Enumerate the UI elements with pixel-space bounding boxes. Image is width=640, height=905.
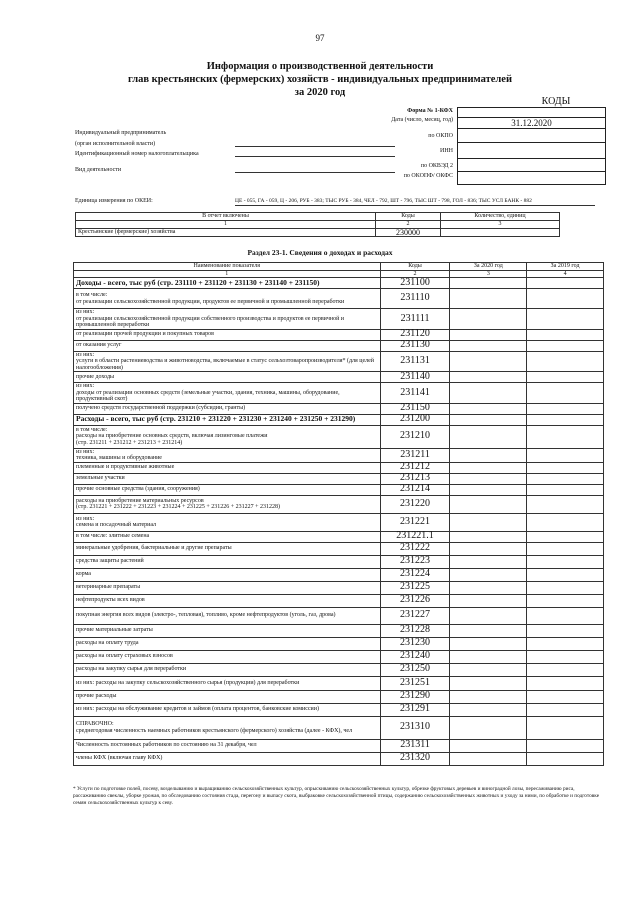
row-code: 231226: [380, 594, 450, 607]
row-code: 231211: [380, 448, 450, 462]
unit-values: ЦЕ - 055, ГА - 059, Ц - 206, РУБ - 383; ТЫС РУБ - 384, ЧЕЛ - 792, ШТ - 796, ТЫС ШТ - 798, ГОЛ - 836; ТЫС УСЛ БАНК - 882: [235, 198, 595, 206]
value-2020-cell[interactable]: [450, 531, 527, 542]
table-row: [74, 425, 604, 448]
value-2020-cell[interactable]: [450, 607, 527, 624]
row-code: 231110: [380, 289, 450, 309]
value-2020-cell[interactable]: [450, 414, 527, 425]
t1-num: 2: [376, 221, 441, 229]
okved-cell: [457, 158, 606, 171]
value-2020-cell[interactable]: [450, 484, 527, 495]
value-2020-cell[interactable]: [450, 383, 527, 404]
row-name: расходы на закупку сырья для переработки: [74, 663, 381, 676]
row-code: 231222: [380, 542, 450, 555]
t1-num: 1: [76, 221, 376, 229]
value-2019-cell[interactable]: [527, 703, 604, 716]
value-2020-cell[interactable]: [450, 690, 527, 703]
value-2020-cell[interactable]: [450, 663, 527, 676]
value-2020-cell[interactable]: [450, 448, 527, 462]
value-2019-cell[interactable]: [527, 351, 604, 372]
table-row: [74, 448, 604, 462]
table-row: [74, 581, 604, 594]
row-code: 231310: [380, 716, 450, 739]
value-2020-cell[interactable]: [450, 403, 527, 414]
entrepreneur-line: [235, 146, 395, 147]
row-name: расходы на оплату труда: [74, 637, 381, 650]
table-row: [74, 289, 604, 309]
table-row: [74, 462, 604, 473]
row-name: из них: техника, машины и оборудование: [74, 448, 381, 462]
row-code: 231320: [380, 752, 450, 765]
table-row: [74, 484, 604, 495]
okved-label: по ОКВЭД 2: [420, 163, 453, 169]
value-2019-cell[interactable]: [527, 624, 604, 637]
t2-header-2019: За 2019 год: [527, 263, 604, 271]
value-2020-cell[interactable]: [450, 624, 527, 637]
value-2019-cell[interactable]: [527, 462, 604, 473]
table-row: [74, 403, 604, 414]
value-2019-cell[interactable]: [527, 690, 604, 703]
row-code: 231210: [380, 425, 450, 448]
t1-header-count: Количество, единиц: [441, 213, 560, 221]
t1-num: 3: [441, 221, 560, 229]
table-row: [74, 594, 604, 607]
value-2019-cell[interactable]: [527, 752, 604, 765]
t1-header-codes: Коды: [376, 213, 441, 221]
value-2019-cell[interactable]: [527, 637, 604, 650]
t2-header-name: Наименование показателя: [74, 263, 381, 271]
value-2019-cell[interactable]: [527, 403, 604, 414]
t2-header-2020: За 2020 год: [450, 263, 527, 271]
row-name: из них: семена и посадочный материал: [74, 513, 381, 531]
inn-cell: [457, 142, 606, 158]
table-row: [74, 414, 604, 425]
value-2019-cell[interactable]: [527, 555, 604, 568]
inn-line: [235, 156, 395, 157]
footnote: * Услуги по подготовке полей, посеву, возделыванию и выращиванию сельскохозяйственных культур, опрыскиванию сельскохозяйственных культур, обрезке фруктовых деревьев и виноградной лозы, пересаживанию риса, рассаживанию свеклы, уборке урожая, по обследованию состояния стада, перегону и выпасу скота, выбраковке сельскохозяйственной птицы, содержанию сельскохозяйственных животных и уходу за ними, по обработке и подготовке семян сельскохозяйственных культур к севу.: [73, 786, 600, 806]
row-name: корма: [74, 568, 381, 581]
value-2019-cell[interactable]: [527, 650, 604, 663]
table-row: [74, 624, 604, 637]
t2-num: 1: [74, 270, 381, 278]
value-2019-cell[interactable]: [527, 594, 604, 607]
value-2020-cell[interactable]: [450, 473, 527, 484]
value-2019-cell[interactable]: [527, 513, 604, 531]
row-name: племенные и продуктивные животные: [74, 462, 381, 473]
row-name: покупная энергия всех видов (электро-, тепловая), топливо, кроме нефтепродуктов (уголь, газ, дрова): [74, 607, 381, 624]
value-2020-cell[interactable]: [450, 513, 527, 531]
table-row: [74, 650, 604, 663]
table-row: [74, 309, 604, 330]
row-name: Доходы - всего, тыс руб (стр. 231110 + 231120 + 231130 + 231140 + 231150): [74, 278, 381, 289]
row-code: 231200: [380, 414, 450, 425]
table-row: [74, 351, 604, 372]
row-code: 231140: [380, 372, 450, 383]
date-value: 31.12.2020: [457, 117, 606, 128]
report-includes-table: [75, 212, 560, 237]
table-row: [74, 607, 604, 624]
value-2020-cell[interactable]: [450, 309, 527, 330]
table-row: [74, 739, 604, 752]
row-code: 231212: [380, 462, 450, 473]
okopf-cell: [457, 171, 606, 185]
table-row: [74, 716, 604, 739]
value-2020-cell[interactable]: [450, 555, 527, 568]
row-code: 231131: [380, 351, 450, 372]
inn-description: Идентификационный номер налогоплательщика: [75, 151, 199, 157]
value-2019-cell[interactable]: [527, 448, 604, 462]
okopf-label: по ОКОПФ/ ОКФС: [403, 173, 453, 179]
value-2020-cell[interactable]: [450, 739, 527, 752]
row-name: средства защиты растений: [74, 555, 381, 568]
row-code: 231224: [380, 568, 450, 581]
row-name: в том числе: элитные семена: [74, 531, 381, 542]
title-line: за 2020 год: [294, 87, 346, 98]
row-code: 231240: [380, 650, 450, 663]
row-code: 231100: [380, 278, 450, 289]
row-code: 231251: [380, 676, 450, 690]
t1-row-name: Крестьянские (фермерские) хозяйства: [76, 229, 376, 237]
t2-num: 2: [380, 270, 450, 278]
table-row: [74, 676, 604, 690]
table-row: [74, 637, 604, 650]
row-code: 231130: [380, 340, 450, 351]
row-code: 231228: [380, 624, 450, 637]
row-name: ветеринарные препараты: [74, 581, 381, 594]
row-name: из них: расходы на закупку сельскохозяйственного сырья (продукции) для переработки: [74, 676, 381, 690]
row-name: расходы на оплату страховых взносов: [74, 650, 381, 663]
value-2020-cell[interactable]: [450, 637, 527, 650]
table-row: [74, 329, 604, 340]
value-2019-cell[interactable]: [527, 289, 604, 309]
row-name: в том числе: расходы на приобретение основных средств, включая лизинговые платежи (стр. 231211 + 231212 + 231213 + 231214): [74, 425, 381, 448]
row-name: СПРАВОЧНО: среднегодовая численность наемных работников крестьянского (фермерского) хозяйства (далее - КФХ), чел: [74, 716, 381, 739]
activity-line: [235, 172, 395, 173]
row-name: из них: доходы от реализации основных средств (земельные участки, здания, техника, машины, оборудование, продуктивный скот): [74, 383, 381, 404]
value-2020-cell[interactable]: [450, 329, 527, 340]
t1-row-code: 230000: [376, 229, 441, 237]
row-name: прочие материальные затраты: [74, 624, 381, 637]
title-line: глав крестьянских (фермерских) хозяйств - индивидуальных предпринимателей: [127, 74, 512, 85]
entrepreneur-label: Индивидуальный предприниматель: [75, 130, 167, 136]
t2-header-codes: Коды: [380, 263, 450, 271]
row-name: из них: услуги в области растениеводства и животноводства, включаемые в статус сельхозтоваропроизводителя* (для целей налогообложения): [74, 351, 381, 372]
value-2020-cell[interactable]: [450, 752, 527, 765]
value-2020-cell[interactable]: [450, 650, 527, 663]
row-name: в том числе: от реализации сельскохозяйственной продукции, продуктов ее первичной и промышленной переработки: [74, 289, 381, 309]
row-code: 231311: [380, 739, 450, 752]
value-2019-cell[interactable]: [527, 542, 604, 555]
value-2019-cell[interactable]: [527, 329, 604, 340]
value-2019-cell[interactable]: [527, 495, 604, 513]
row-name: минеральные удобрения, бактериальные и другие препараты: [74, 542, 381, 555]
table-row: [74, 372, 604, 383]
table-row: [74, 555, 604, 568]
row-name: прочие основные средства (здания, сооружения): [74, 484, 381, 495]
table-row: [74, 513, 604, 531]
value-2019-cell[interactable]: [527, 663, 604, 676]
value-2020-cell[interactable]: [450, 581, 527, 594]
row-name: прочие расходы: [74, 690, 381, 703]
value-2019-cell[interactable]: [527, 484, 604, 495]
form-label: Форма № 1-КФХ: [407, 108, 453, 114]
value-2020-cell[interactable]: [450, 676, 527, 690]
value-2019-cell[interactable]: [527, 568, 604, 581]
table-row: [74, 752, 604, 765]
value-2020-cell[interactable]: [450, 716, 527, 739]
value-2019-cell[interactable]: [527, 607, 604, 624]
t2-num: 4: [527, 270, 604, 278]
row-name: нефтепродукты всех видов: [74, 594, 381, 607]
table-row: [74, 703, 604, 716]
row-code: 231290: [380, 690, 450, 703]
okpo-label: по ОКПО: [428, 133, 453, 139]
value-2019-cell[interactable]: [527, 739, 604, 752]
page-number: 97: [315, 33, 325, 43]
value-2020-cell[interactable]: [450, 278, 527, 289]
table-row: [74, 278, 604, 289]
row-name: Расходы - всего, тыс руб (стр. 231210 + 231220 + 231230 + 231240 + 231250 + 231290): [74, 414, 381, 425]
value-2019-cell[interactable]: [527, 425, 604, 448]
title-line: Информация о производственной деятельности: [206, 61, 434, 72]
value-2020-cell[interactable]: [450, 372, 527, 383]
row-name: члены КФХ (включая главу КФХ): [74, 752, 381, 765]
value-2020-cell[interactable]: [450, 495, 527, 513]
value-2019-cell[interactable]: [527, 309, 604, 330]
row-code: 231227: [380, 607, 450, 624]
row-name: от оказания услуг: [74, 340, 381, 351]
row-code: 231221: [380, 513, 450, 531]
row-code: 231250: [380, 663, 450, 676]
value-2019-cell[interactable]: [527, 278, 604, 289]
row-name: прочие доходы: [74, 372, 381, 383]
row-code: 231291: [380, 703, 450, 716]
page-title: [120, 60, 520, 99]
t2-num: 3: [450, 270, 527, 278]
value-2019-cell[interactable]: [527, 414, 604, 425]
table-row: [74, 663, 604, 676]
row-code: 231221.1: [380, 531, 450, 542]
row-name: расходы на приобретение материальных ресурсов (стр. 231221 + 231222 + 231223 + 231224 + 231225 + 231226 + 231227 + 231228): [74, 495, 381, 513]
row-code: 231220: [380, 495, 450, 513]
value-2020-cell[interactable]: [450, 568, 527, 581]
value-2019-cell[interactable]: [527, 372, 604, 383]
table-row: [74, 383, 604, 404]
unit-label: Единица измерения по ОКЕИ:: [75, 198, 153, 204]
value-2019-cell[interactable]: [527, 531, 604, 542]
row-code: 231111: [380, 309, 450, 330]
inn-label: ИНН: [440, 148, 453, 154]
row-name: из них: расходы на обслуживание кредитов и займов (оплата процентов, банковские комиссии): [74, 703, 381, 716]
t1-row-count[interactable]: [441, 229, 560, 237]
row-code: 231225: [380, 581, 450, 594]
value-2020-cell[interactable]: [450, 289, 527, 309]
value-2019-cell[interactable]: [527, 473, 604, 484]
codes-header: КОДЫ: [508, 96, 604, 108]
executive-body-label: (орган исполнительной власти): [75, 141, 156, 147]
row-code: 231141: [380, 383, 450, 404]
value-2020-cell[interactable]: [450, 351, 527, 372]
income-expense-table: [73, 262, 604, 766]
value-2020-cell[interactable]: [450, 703, 527, 716]
value-2019-cell[interactable]: [527, 340, 604, 351]
table-row: [74, 473, 604, 484]
t1-header-included: В отчет включены: [76, 213, 376, 221]
row-name: от реализации прочей продукции и покупных товаров: [74, 329, 381, 340]
value-2020-cell[interactable]: [450, 340, 527, 351]
date-label: Дата (число, месяц, год): [391, 117, 453, 123]
row-code: 231213: [380, 473, 450, 484]
row-code: 231120: [380, 329, 450, 340]
value-2019-cell[interactable]: [527, 676, 604, 690]
row-code: 231150: [380, 403, 450, 414]
row-name: из них: от реализации сельскохозяйственной продукции собственного производства и продуктов ее первичной и промышленной переработки: [74, 309, 381, 330]
okpo-cell: [457, 128, 606, 142]
activity-label: Вид деятельности: [75, 167, 122, 173]
value-2020-cell[interactable]: [450, 594, 527, 607]
row-name: Численность постоянных работников по состоянию на 31 декабря, чел: [74, 739, 381, 752]
table-row: [74, 340, 604, 351]
row-code: 231223: [380, 555, 450, 568]
value-2020-cell[interactable]: [450, 542, 527, 555]
table-row: [74, 495, 604, 513]
value-2019-cell[interactable]: [527, 716, 604, 739]
table-row: [74, 531, 604, 542]
table-row: [74, 542, 604, 555]
value-2019-cell[interactable]: [527, 581, 604, 594]
table-row: [74, 568, 604, 581]
row-name: земельные участки: [74, 473, 381, 484]
value-2020-cell[interactable]: [450, 425, 527, 448]
section-title: Раздел 23-1. Сведения о доходах и расходах: [247, 248, 393, 257]
row-code: 231230: [380, 637, 450, 650]
value-2020-cell[interactable]: [450, 462, 527, 473]
row-name: получено средств государственной поддержки (субсидии, гранты): [74, 403, 381, 414]
table-row: [74, 690, 604, 703]
row-code: 231214: [380, 484, 450, 495]
value-2019-cell[interactable]: [527, 383, 604, 404]
